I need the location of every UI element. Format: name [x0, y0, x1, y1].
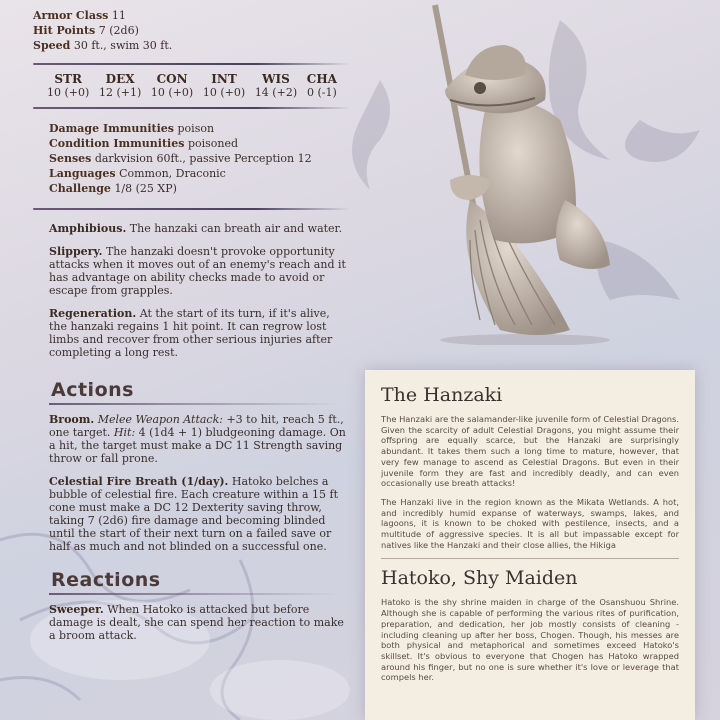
languages: Languages Common, Draconic: [49, 167, 226, 180]
ability-cha: CHA 0 (-1): [306, 72, 337, 99]
reactions-heading: Reactions: [51, 569, 161, 591]
action-celestial-fire-breath: Celestial Fire Breath (1/day). Hatoko belches a bubble of celestial fire. Each creature within a 15 ft cone must make a DC 12 Dexterity saving throw, taking 7 (2d6) fire damage and becoming blinded until the start of their next turn on a failed save or half as much and not blinded on a successful one.: [49, 475, 339, 553]
actions-heading: Actions: [51, 379, 134, 401]
ability-str: STR 10 (+0): [47, 72, 90, 99]
divider: [33, 107, 351, 109]
trait-slippery: Slippery. The hanzaki doesn't provoke opportunity attacks when it moves out of an enemy's reach and it has advantage on ability checks made to avoid or escape from grapples.: [49, 245, 346, 297]
divider: [33, 63, 351, 65]
challenge: Challenge 1/8 (25 XP): [49, 182, 177, 195]
divider: [49, 593, 339, 595]
hatoko-miniature-figure: [425, 0, 625, 345]
lore-paragraph: The Hanzaki live in the region known as the Mikata Wetlands. A hot, and incredibly humid expanse of waterways, swamps, lakes, and lagoons, it is known to be choked with pestilence, insects, and a multitude of aggressive species. It is all but impassable except for natives like the Hanzaki and their close allies, the Hikiga: [381, 496, 679, 550]
lore-title-hatoko: Hatoko, Shy Maiden: [381, 567, 578, 590]
ability-scores: [33, 72, 351, 99]
damage-immunities: Damage Immunities poison: [49, 122, 215, 135]
ability-wis: WIS 14 (+2): [254, 72, 298, 99]
ability-int: INT 10 (+0): [202, 72, 246, 99]
hit-points: Hit Points 7 (2d6): [33, 24, 139, 37]
ability-con: CON 10 (+0): [150, 72, 194, 99]
lore-paragraph: The Hanzaki are the salamander-like juvenile form of Celestial Dragons. Given the scarcity of adult Celestial Dragons, you might assume their offspring are equally scarce, but the Hanzaki are surprisingly abundant. It takes them such a long time to mature, however, that very few manage to ascend as Celestial Dragons. But even in their juvenile form they are fast and incredibly deadly, and can even occasionally use breath attacks!: [381, 414, 679, 489]
divider: [381, 558, 679, 559]
reaction-sweeper: Sweeper. When Hatoko is attacked but before damage is dealt, she can spend her reaction to make a broom attack.: [49, 603, 344, 642]
senses: Senses darkvision 60ft., passive Perception 12: [49, 152, 312, 165]
condition-immunities: Condition Immunities poisoned: [49, 137, 239, 150]
action-broom: Broom. Melee Weapon Attack: +3 to hit, reach 5 ft., one target. Hit: 4 (1d4 + 1) bludgeoning damage. On a hit, the target must make a DC 11 Strength saving throw or fall prone.: [49, 413, 346, 465]
lore-paragraph: Hatoko is the shy shrine maiden in charge of the Osanshuou Shrine. Although she is capable of performing the various rites of purification, preparation, and dedication, her job mostly consists of cleaning - including cleaning up after her boss, Chogen. Though, his messes are both physical and metaphorical and sometimes exceed Hatoko's skillset. It's obvious to everyone that Chogen has Hatoko wrapped around his finger, but no one is sure whether it's love or leverage that compels her.: [381, 597, 679, 683]
trait-amphibious: Amphibious. The hanzaki can breath air and water.: [49, 222, 343, 235]
lore-title-hanzaki: The Hanzaki: [381, 384, 503, 406]
armor-class: Armor Class 11: [33, 9, 126, 22]
divider: [33, 208, 351, 210]
ability-dex: DEX 12 (+1): [98, 72, 142, 99]
lore-panel: [365, 370, 695, 720]
speed: Speed 30 ft., swim 30 ft.: [33, 39, 173, 52]
stat-block: [33, 0, 351, 652]
divider: [49, 403, 339, 405]
trait-regeneration: Regeneration. At the start of its turn, if it's alive, the hanzaki regains 1 hit point. It can regrow lost limbs and recover from other serious injuries after completing a long rest.: [49, 307, 333, 359]
details: [33, 121, 351, 196]
